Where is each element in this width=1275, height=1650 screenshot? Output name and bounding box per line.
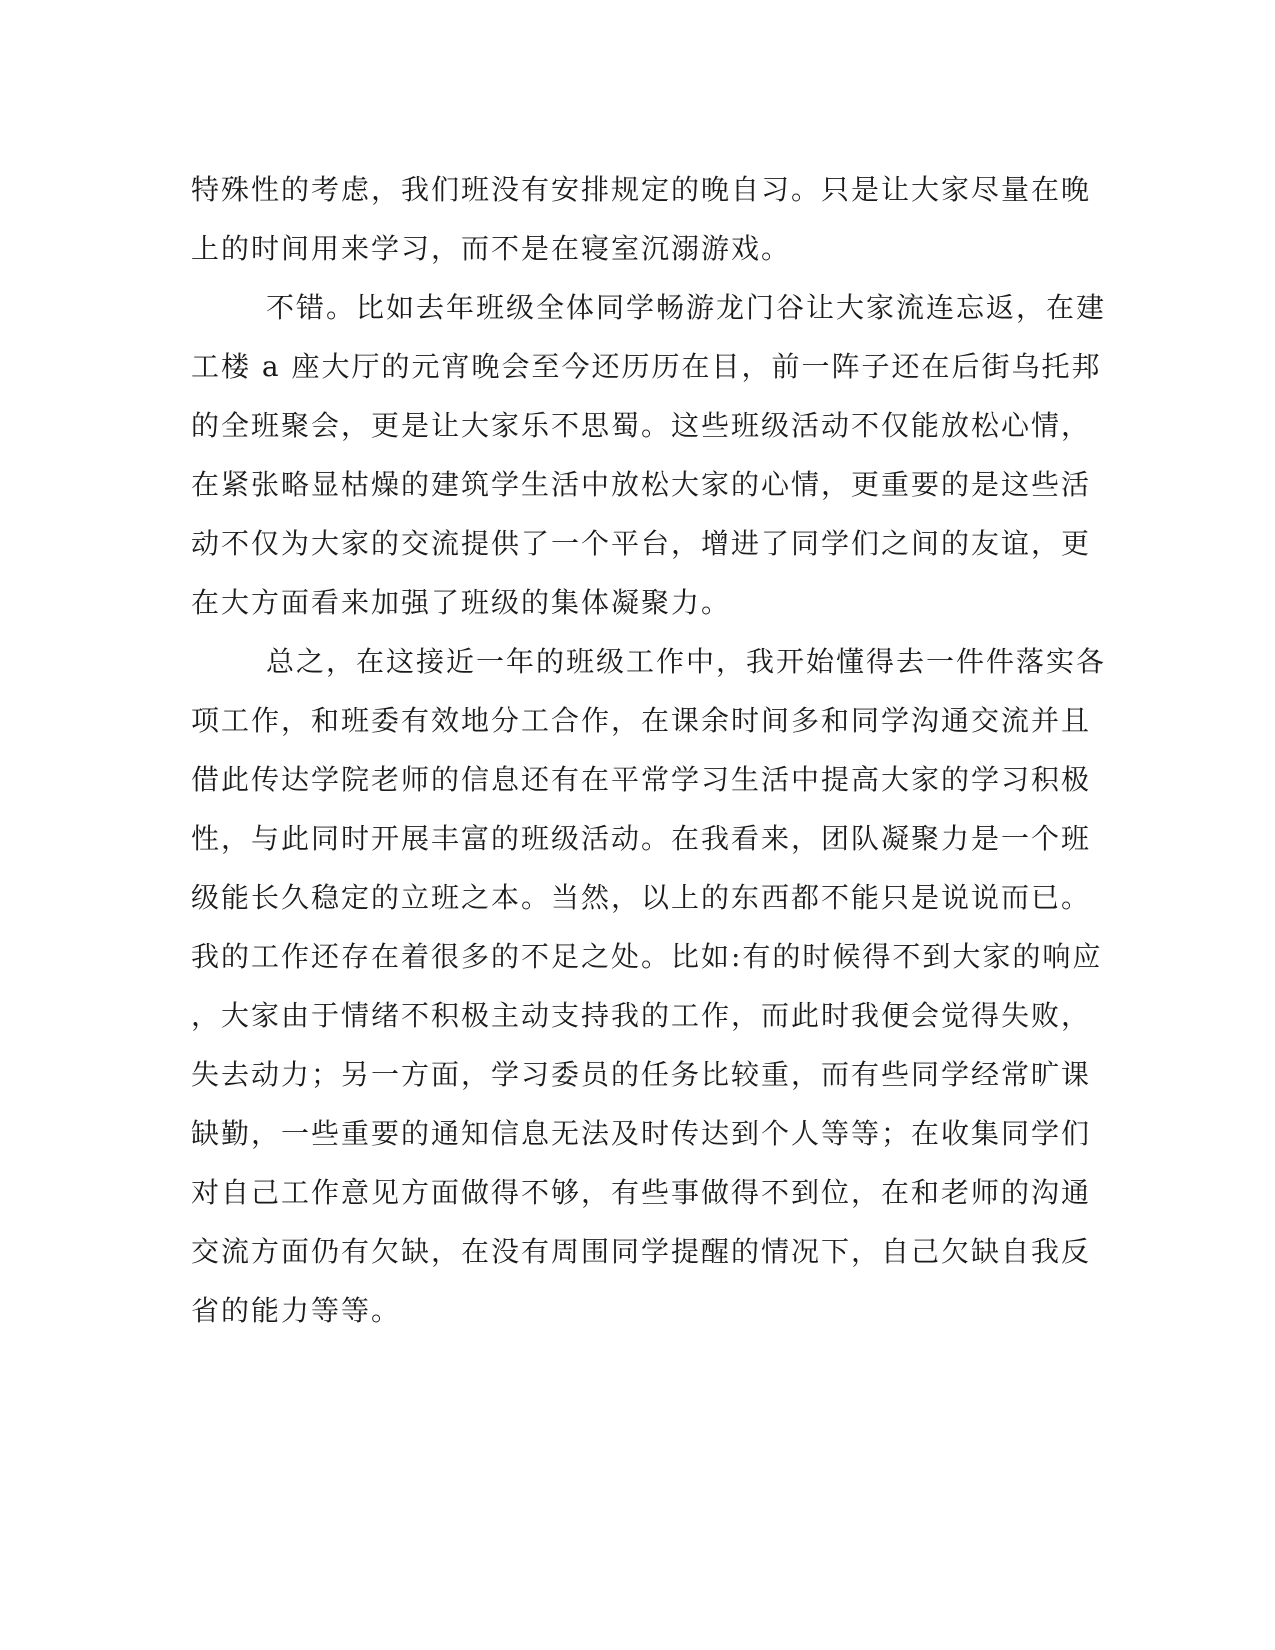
text-line: 工楼 a 座大厅的元宵晚会至今还历历在目，前一阵子还在后街乌托邦 xyxy=(191,350,1102,383)
text-line: 性，与此同时开展丰富的班级活动。在我看来，团队凝聚力是一个班 xyxy=(191,822,1092,855)
body-text xyxy=(191,160,1107,1340)
text-line: 项工作，和班委有效地分工合作，在课余时间多和同学沟通交流并且 xyxy=(191,704,1092,737)
text-line: 借此传达学院老师的信息还有在平常学习生活中提高大家的学习积极 xyxy=(191,763,1092,796)
text-line: 上的时间用来学习，而不是在寝室沉溺游戏。 xyxy=(191,232,792,265)
text-line: 级能长久稳定的立班之本。当然，以上的东西都不能只是说说而已。 xyxy=(191,881,1092,914)
paragraph-2 xyxy=(191,278,1107,632)
text-line: 在紧张略显枯燥的建筑学生活中放松大家的心情，更重要的是这些活 xyxy=(191,468,1092,501)
text-line: 动不仅为大家的交流提供了一个平台，增进了同学们之间的友谊，更 xyxy=(191,527,1092,560)
text-line: 对自己工作意见方面做得不够，有些事做得不到位，在和老师的沟通 xyxy=(191,1176,1092,1209)
paragraph-3 xyxy=(191,632,1107,1340)
text-line: 的全班聚会，更是让大家乐不思蜀。这些班级活动不仅能放松心情， xyxy=(191,409,1092,442)
text-line: 特殊性的考虑，我们班没有安排规定的晚自习。只是让大家尽量在晚 xyxy=(191,173,1092,206)
text-line: 缺勤，一些重要的通知信息无法及时传达到个人等等；在收集同学们 xyxy=(191,1117,1092,1150)
paragraph-1 xyxy=(191,160,1091,278)
text-line: 失去动力；另一方面，学习委员的任务比较重，而有些同学经常旷课 xyxy=(191,1058,1092,1091)
text-line: 交流方面仍有欠缺，在没有周围同学提醒的情况下，自己欠缺自我反 xyxy=(191,1235,1092,1268)
text-line: 在大方面看来加强了班级的集体凝聚力。 xyxy=(191,586,732,619)
text-line: 总之，在这接近一年的班级工作中，我开始懂得去一件件落实各 xyxy=(266,645,1107,678)
text-line: 省的能力等等。 xyxy=(191,1294,402,1327)
text-line: 我的工作还存在着很多的不足之处。比如:有的时候得不到大家的响应 xyxy=(191,940,1103,973)
text-line: ，大家由于情绪不积极主动支持我的工作，而此时我便会觉得失败， xyxy=(191,999,1092,1032)
text-line: 不错。比如去年班级全体同学畅游龙门谷让大家流连忘返，在建 xyxy=(266,291,1107,324)
